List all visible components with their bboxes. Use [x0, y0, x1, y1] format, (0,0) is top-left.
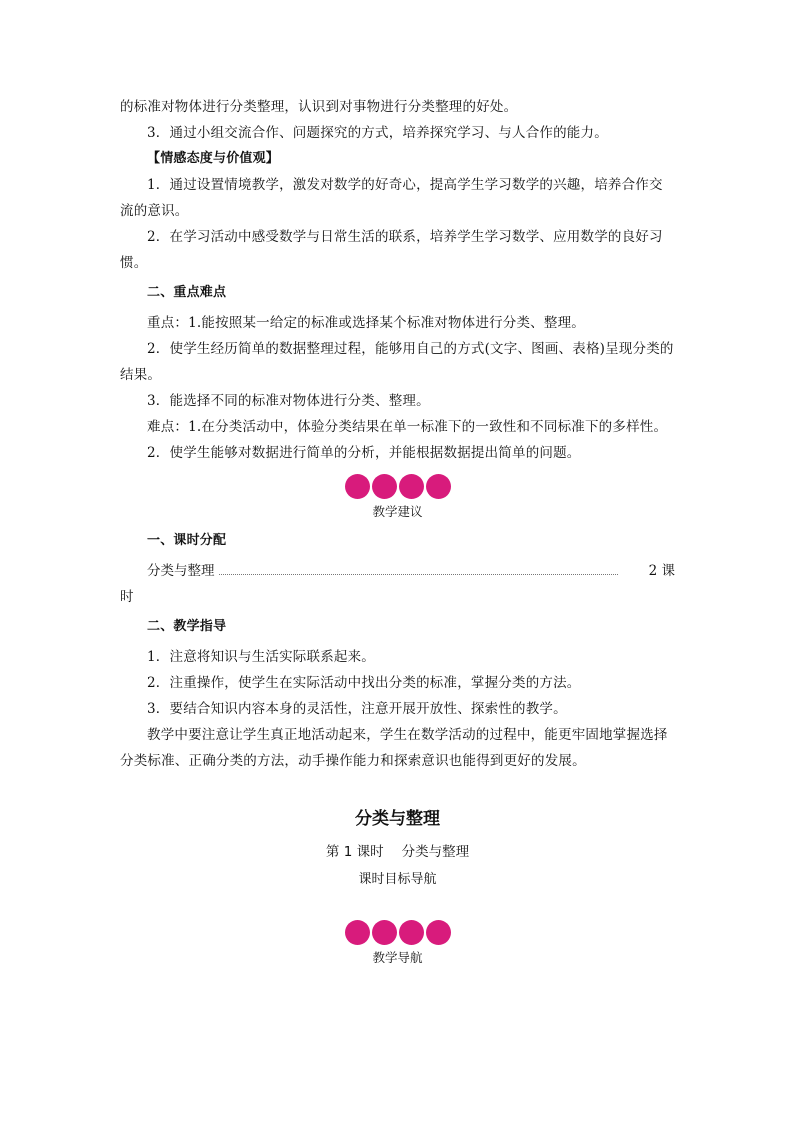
decorative-dot [372, 920, 397, 945]
class-hours-wrap: 时 [120, 589, 134, 605]
objective-item-3: 3．通过小组交流合作、问题探究的方式，培养探究学习、与人合作的能力。 [147, 125, 608, 141]
guidance-heading: 二、教学指导 [147, 619, 227, 634]
decorative-dot [399, 920, 424, 945]
guidance-item-1: 1．注意将知识与生活实际联系起来。 [147, 649, 375, 665]
lesson-subtitle [120, 838, 675, 866]
dotted-leader [219, 573, 618, 575]
difficulty-1: 难点：1.在分类活动中，体验分类结果在单一标准下的一致性和不同标准下的多样性。 [147, 419, 668, 435]
document-body [120, 94, 675, 970]
section-divider-dots [120, 920, 675, 946]
class-hours-value: 2 课 [648, 563, 675, 579]
decorative-dot [372, 474, 397, 499]
decorative-dot [426, 920, 451, 945]
section-divider-dots [120, 474, 675, 500]
key-point-3: 3．能选择不同的标准对物体进行分类、整理。 [147, 393, 430, 409]
lesson-number: 第 1 课时 [325, 844, 384, 860]
emotion-heading: 【情感态度与价值观】 [147, 151, 280, 166]
class-hours-topic: 分类与整理 [147, 563, 215, 579]
emotion-item-2: 2．在学习活动中感受数学与日常生活的联系，培养学生学习数学、应用数学的良好习惯。 [120, 229, 663, 271]
key-points-heading: 二、重点难点 [147, 285, 227, 300]
lesson-goal-nav: 课时目标导航 [358, 872, 437, 887]
guidance-item-3: 3．要结合知识内容本身的灵活性，注意开展开放性、探索性的教学。 [147, 701, 567, 717]
class-hours-heading: 一、课时分配 [147, 533, 227, 548]
objective-line-continued: 的标准对物体进行分类整理，认识到对事物进行分类整理的好处。 [120, 99, 518, 115]
class-hours-entry [120, 558, 675, 584]
key-point-1: 重点：1.能按照某一给定的标准或选择某个标准对物体进行分类、整理。 [147, 315, 585, 331]
decorative-dot [345, 920, 370, 945]
teaching-nav-label: 教学导航 [372, 950, 423, 965]
decorative-dot [399, 474, 424, 499]
emotion-item-1: 1．通过设置情境教学，激发对数学的好奇心，提高学生学习数学的兴趣，培养合作交流的意识。 [120, 177, 663, 219]
decorative-dot [426, 474, 451, 499]
key-point-2: 2．使学生经历简单的数据整理过程，能够用自己的方式(文字、图画、表格)呈现分类的结果。 [120, 341, 674, 383]
decorative-dot [345, 474, 370, 499]
lesson-subtitle-topic: 分类与整理 [401, 844, 470, 860]
teaching-suggestion-label: 教学建议 [372, 504, 423, 519]
guidance-item-2: 2．注重操作，使学生在实际活动中找出分类的标准，掌握分类的方法。 [147, 675, 581, 691]
difficulty-2: 2．使学生能够对数据进行简单的分析，并能根据数据提出简单的问题。 [147, 445, 581, 461]
guidance-paragraph: 教学中要注意让学生真正地活动起来，学生在数学活动的过程中，能更牢固地掌握选择分类标准、正确分类的方法，动手操作能力和探索意识也能得到更好的发展。 [120, 727, 668, 769]
lesson-title: 分类与整理 [355, 809, 440, 829]
